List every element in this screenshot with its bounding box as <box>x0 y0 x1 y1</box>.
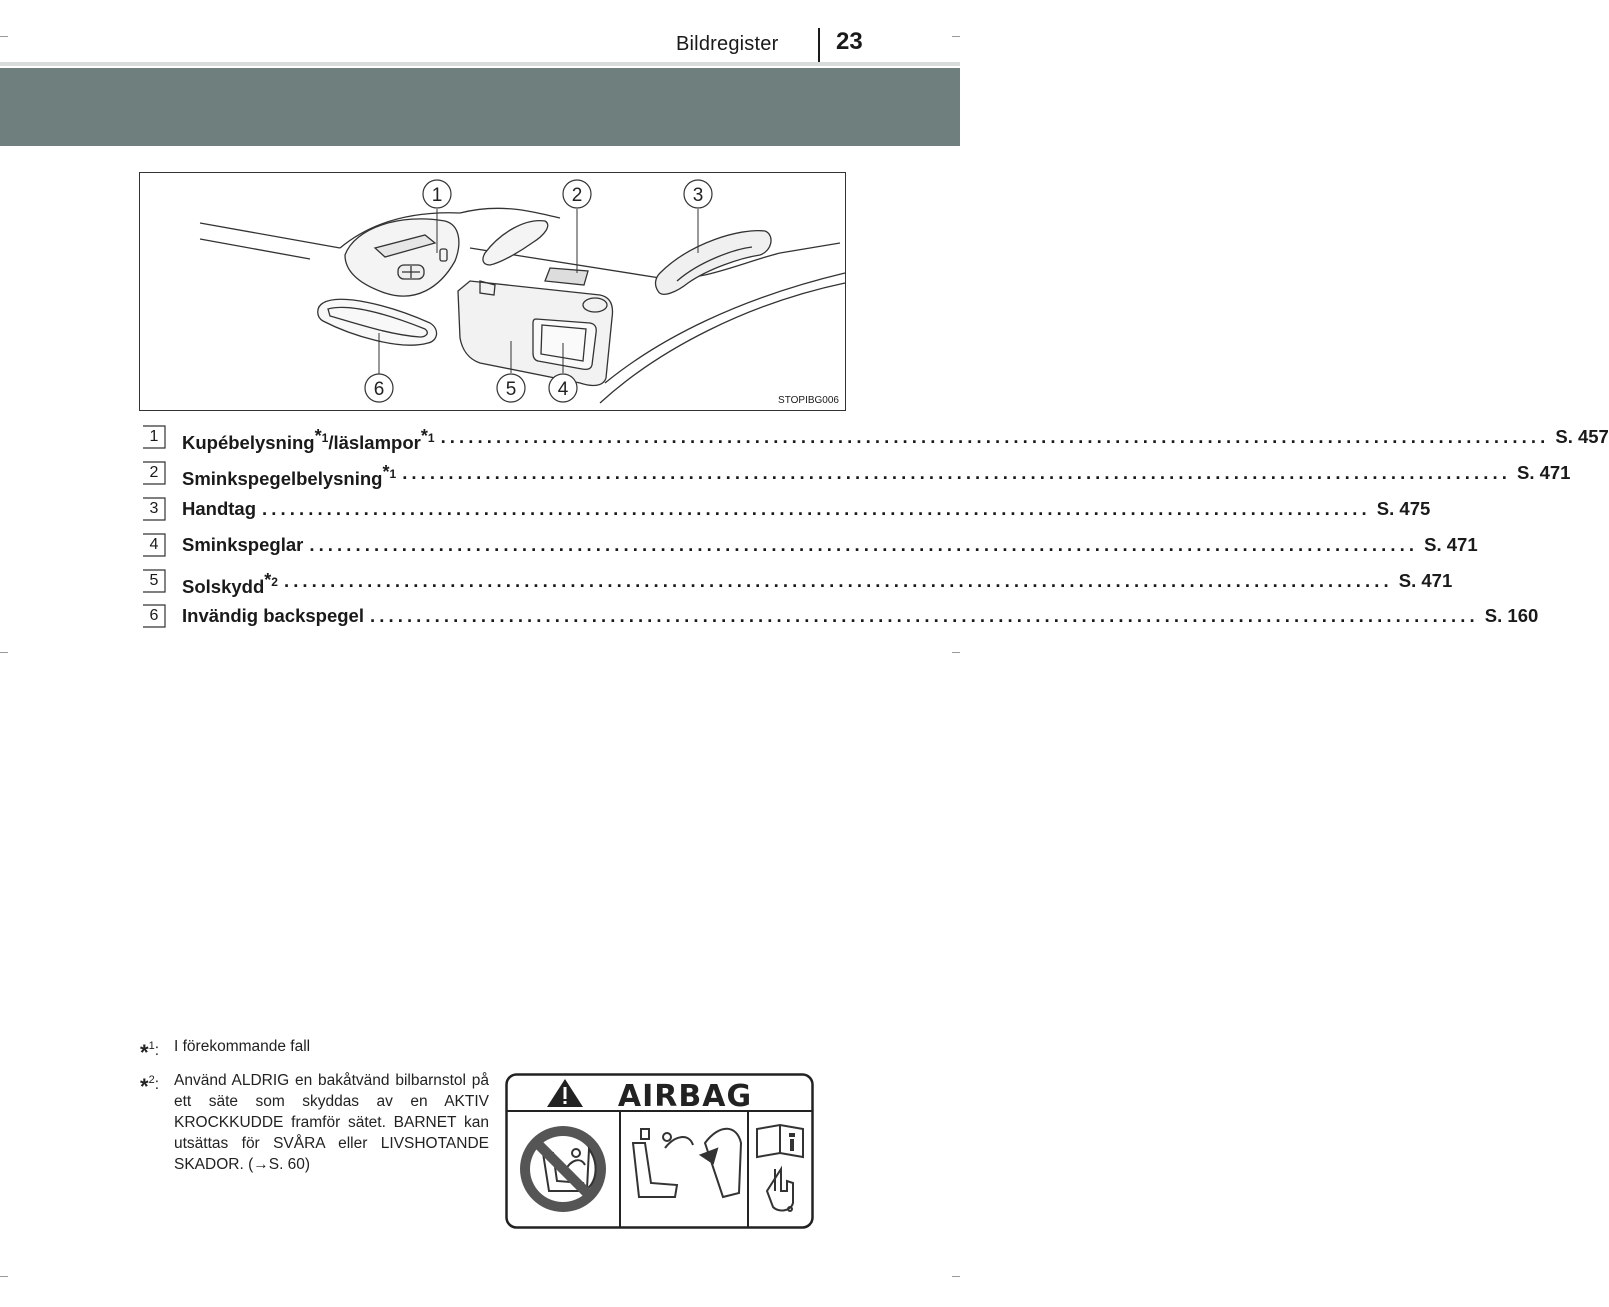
crop-mark <box>0 652 8 653</box>
dot-leader: ........................................................................................................................ <box>283 570 1393 591</box>
entry-name: Handtag <box>182 498 256 519</box>
crop-mark <box>0 1276 8 1277</box>
footnote-text: Använd ALDRIG en bakåtvänd bilbarnstol på ett säte som skyddas av en AKTIV KROCKKUDDE framför sätet. BARNET kan utsättas för SVÅRA eller LIVSHOTANDE SKADOR. (→S. 60) <box>174 1072 489 1173</box>
page-reference[interactable]: S. 475 <box>1376 498 1431 519</box>
item-number-badge: 5 <box>142 569 166 593</box>
index-entry <box>182 462 1571 490</box>
callout-label: 6 <box>373 379 385 400</box>
footnote-1 <box>140 1036 500 1065</box>
callout-label: 1 <box>431 185 443 206</box>
footnote-marker: *$^1$: <box>140 1040 159 1065</box>
index-entry <box>182 534 1478 556</box>
page-header <box>0 0 960 64</box>
index-row <box>142 604 1539 632</box>
index-row <box>142 569 1453 597</box>
page-reference[interactable]: S. 471 <box>1398 570 1453 591</box>
page-number: 23 <box>836 28 863 55</box>
dot-leader: ........................................................................................................................ <box>309 534 1419 555</box>
figure-code: STOPIBG006 <box>778 395 839 406</box>
item-number-badge: 3 <box>142 497 166 521</box>
entry-name: Kupébelysning$^{*1}$/läslampor$^{*1}$ <box>182 426 435 453</box>
entry-name: Invändig backspegel <box>182 605 364 626</box>
airbag-title: AIRBAG <box>617 1079 753 1114</box>
index-row <box>142 461 1571 489</box>
manual-book-icon <box>757 1125 803 1157</box>
callout-label: 4 <box>557 379 569 400</box>
index-row <box>142 425 1609 453</box>
no-rear-facing-seat-icon <box>520 1126 606 1212</box>
page-reference[interactable]: S. 471 <box>1424 534 1478 555</box>
callout-label: 2 <box>571 185 583 206</box>
dot-leader: ........................................................................................................................ <box>440 426 1550 447</box>
crop-mark <box>952 36 960 37</box>
item-number-badge: 2 <box>142 461 166 485</box>
dot-leader: ........................................................................................................................ <box>369 605 1479 626</box>
callout-label: 3 <box>692 185 704 206</box>
crop-mark <box>0 36 8 37</box>
index-entry <box>182 426 1609 454</box>
interior-drawing <box>140 173 845 410</box>
entry-name: Sminkspeglar <box>182 534 304 555</box>
dot-leader: ........................................................................................................................ <box>402 462 1511 483</box>
item-number-badge: 4 <box>142 533 166 557</box>
entry-name: Solskydd$^{*2}$ <box>182 570 278 597</box>
callout-label: 5 <box>505 379 517 400</box>
page-reference[interactable]: S. 471 <box>1516 462 1571 483</box>
item-number-badge: 6 <box>142 604 166 628</box>
index-entry <box>182 498 1431 520</box>
header-strip <box>0 62 960 66</box>
dot-leader: ........................................................................................................................ <box>262 498 1371 519</box>
footnote-text: I förekommande fall <box>174 1038 311 1055</box>
crop-mark <box>952 1276 960 1277</box>
airbag-warning-label <box>505 1073 814 1229</box>
index-row <box>142 533 1478 561</box>
footnote-marker: *$^2$: <box>140 1074 159 1099</box>
item-number-badge: 1 <box>142 425 166 449</box>
page-reference[interactable]: S. 160 <box>1484 605 1539 626</box>
entry-name: Sminkspegelbelysning$^{*1}$ <box>182 462 397 489</box>
index-row <box>142 497 1431 525</box>
index-entry <box>182 570 1453 598</box>
page-reference[interactable]: S. 457 <box>1555 426 1609 447</box>
section-title: Bildregister <box>676 33 779 55</box>
crop-mark <box>952 652 960 653</box>
index-entry <box>182 605 1539 627</box>
footnote-2 <box>140 1070 500 1190</box>
header-divider <box>818 28 820 62</box>
section-band <box>0 68 960 146</box>
overhead-illustration <box>139 172 846 411</box>
